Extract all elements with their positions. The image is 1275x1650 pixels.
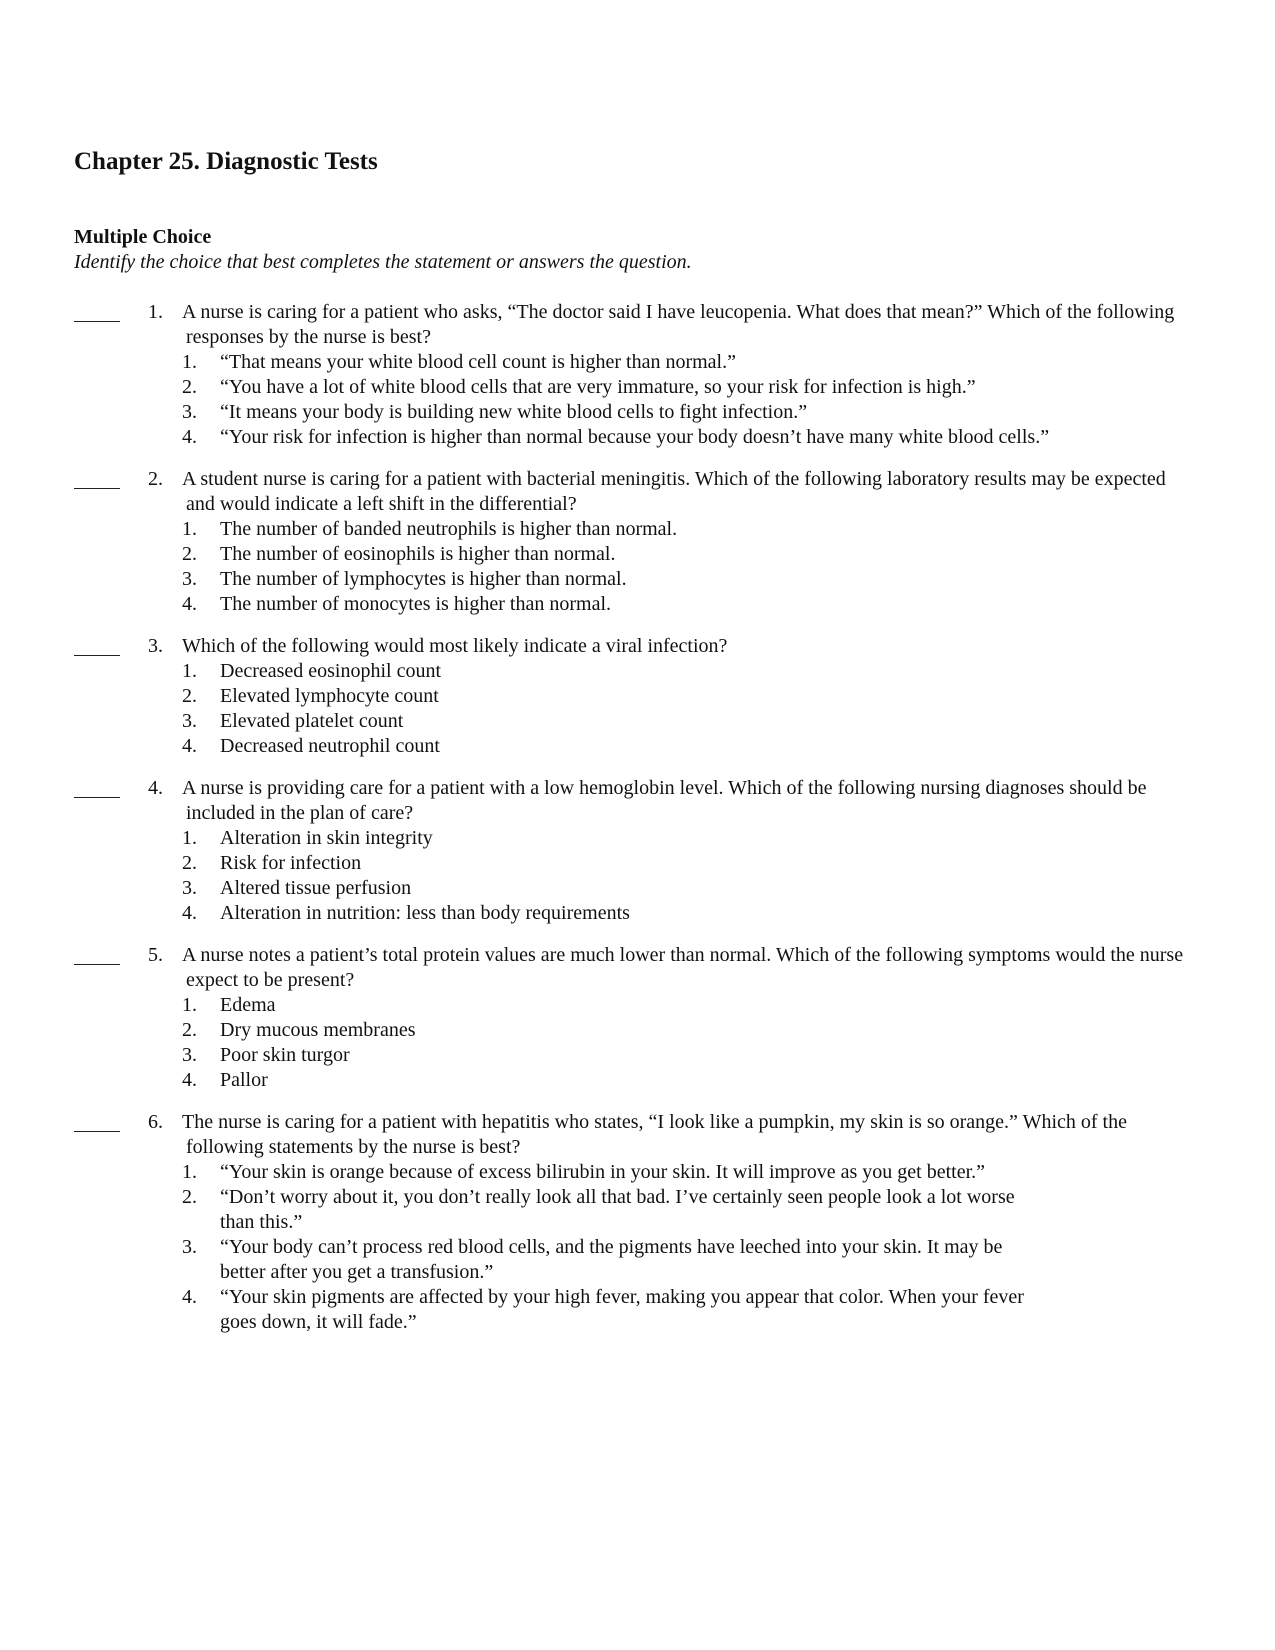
choice-3 xyxy=(182,400,1050,425)
choice-text: “Your risk for infection is higher than normal because your body doesn’t have many white blood cells.” xyxy=(220,426,1050,448)
choice-3 xyxy=(182,567,1050,592)
choice-list xyxy=(0,659,1275,759)
choice-text: Pallor xyxy=(220,1069,268,1091)
choice-number: 4. xyxy=(182,1069,197,1091)
choice-text: Alteration in skin integrity xyxy=(220,827,433,849)
choice-1 xyxy=(182,517,1050,542)
choice-3 xyxy=(182,1235,1050,1285)
choice-list xyxy=(0,350,1275,450)
choice-list xyxy=(0,517,1275,617)
choice-number: 2. xyxy=(182,376,197,398)
choice-text: “Your skin is orange because of excess bilirubin in your skin. It will improve as you get better.” xyxy=(220,1161,986,1183)
choice-4 xyxy=(182,1285,1050,1335)
choice-list xyxy=(0,826,1275,926)
choice-number: 3. xyxy=(182,877,197,899)
choice-number: 1. xyxy=(182,994,197,1016)
choice-number: 2. xyxy=(182,1019,197,1041)
choice-2 xyxy=(182,542,1050,567)
choice-number: 1. xyxy=(182,1161,197,1183)
choice-number: 1. xyxy=(182,351,197,373)
choice-text: Alteration in nutrition: less than body requirements xyxy=(220,902,630,924)
question-number: 1. xyxy=(148,301,163,323)
choice-text: “You have a lot of white blood cells that are very immature, so your risk for infection is high.” xyxy=(220,376,976,398)
chapter-title: Chapter 25. Diagnostic Tests xyxy=(74,148,378,175)
choice-list xyxy=(0,1160,1275,1335)
question-4 xyxy=(0,776,1275,926)
answer-blank[interactable] xyxy=(74,471,120,489)
answer-blank[interactable] xyxy=(74,780,120,798)
choice-text: Decreased neutrophil count xyxy=(220,735,440,757)
choice-number: 2. xyxy=(182,685,197,707)
choice-4 xyxy=(182,425,1050,450)
choice-number: 2. xyxy=(182,543,197,565)
answer-blank[interactable] xyxy=(74,304,120,322)
choice-text: The number of eosinophils is higher than normal. xyxy=(220,543,616,565)
choice-2 xyxy=(182,375,1050,400)
choice-number: 1. xyxy=(182,660,197,682)
choice-text: Edema xyxy=(220,994,276,1016)
choice-text: “It means your body is building new white blood cells to fight infection.” xyxy=(220,401,808,423)
choice-number: 4. xyxy=(182,1286,197,1308)
choice-number: 3. xyxy=(182,710,197,732)
choice-text: The number of monocytes is higher than normal. xyxy=(220,593,612,615)
choice-2 xyxy=(182,1018,1050,1043)
choice-number: 3. xyxy=(182,1236,197,1258)
choice-text: Dry mucous membranes xyxy=(220,1019,416,1041)
choice-text: “Your skin pigments are affected by your high fever, making you appear that color. When your fever goes down, it will fade.” xyxy=(220,1286,1024,1333)
question-stem: A nurse is providing care for a patient with a low hemoglobin level. Which of the following nursing diagnoses should be included in the plan of care? xyxy=(182,777,1147,824)
choice-text: Elevated lymphocyte count xyxy=(220,685,439,707)
choice-text: Risk for infection xyxy=(220,852,362,874)
choice-3 xyxy=(182,1043,1050,1068)
question-stem: The nurse is caring for a patient with hepatitis who states, “I look like a pumpkin, my skin is so orange.” Which of the following statements by the nurse is best? xyxy=(182,1111,1127,1158)
choice-number: 2. xyxy=(182,852,197,874)
question-list xyxy=(0,300,1275,1352)
question-stem: A nurse is caring for a patient who asks, “The doctor said I have leucopenia. What does that mean?” Which of the following responses by the nurse is best? xyxy=(182,301,1175,348)
choice-number: 3. xyxy=(182,401,197,423)
choice-number: 4. xyxy=(182,735,197,757)
section-title: Multiple Choice xyxy=(74,226,212,248)
question-3 xyxy=(0,634,1275,759)
choice-number: 4. xyxy=(182,902,197,924)
choice-text: “Don’t worry about it, you don’t really look all that bad. I’ve certainly seen people look a lot worse than this.” xyxy=(220,1186,1015,1233)
choice-number: 1. xyxy=(182,827,197,849)
choice-4 xyxy=(182,592,1050,617)
answer-blank[interactable] xyxy=(74,1114,120,1132)
choice-text: Altered tissue perfusion xyxy=(220,877,412,899)
choice-text: The number of banded neutrophils is higher than normal. xyxy=(220,518,678,540)
question-2 xyxy=(0,467,1275,617)
choice-2 xyxy=(182,851,1050,876)
choice-text: “That means your white blood cell count is higher than normal.” xyxy=(220,351,736,373)
choice-text: Decreased eosinophil count xyxy=(220,660,442,682)
choice-number: 4. xyxy=(182,426,197,448)
choice-1 xyxy=(182,826,1050,851)
choice-text: Elevated platelet count xyxy=(220,710,404,732)
choice-text: “Your body can’t process red blood cells, and the pigments have leeched into your skin. It may be better after you get a transfusion.” xyxy=(220,1236,1003,1283)
question-stem: Which of the following would most likely indicate a viral infection? xyxy=(182,635,728,657)
question-stem: A student nurse is caring for a patient with bacterial meningitis. Which of the following laboratory results may be expected and would indicate a left shift in the differential? xyxy=(182,468,1166,515)
question-number: 5. xyxy=(148,944,163,966)
question-number: 6. xyxy=(148,1111,163,1133)
choice-1 xyxy=(182,993,1050,1018)
choice-list xyxy=(0,993,1275,1093)
choice-number: 3. xyxy=(182,568,197,590)
choice-3 xyxy=(182,876,1050,901)
choice-4 xyxy=(182,901,1050,926)
choice-number: 1. xyxy=(182,518,197,540)
choice-4 xyxy=(182,734,1050,759)
question-stem: A nurse notes a patient’s total protein values are much lower than normal. Which of the following symptoms would the nurse expect to be present? xyxy=(182,944,1184,991)
choice-number: 4. xyxy=(182,593,197,615)
question-number: 2. xyxy=(148,468,163,490)
choice-1 xyxy=(182,1160,1050,1185)
choice-4 xyxy=(182,1068,1050,1093)
answer-blank[interactable] xyxy=(74,947,120,965)
question-1 xyxy=(0,300,1275,450)
question-6 xyxy=(0,1110,1275,1335)
question-number: 4. xyxy=(148,777,163,799)
choice-number: 3. xyxy=(182,1044,197,1066)
choice-number: 2. xyxy=(182,1186,197,1208)
choice-text: Poor skin turgor xyxy=(220,1044,350,1066)
choice-2 xyxy=(182,684,1050,709)
choice-3 xyxy=(182,709,1050,734)
choice-1 xyxy=(182,350,1050,375)
choice-2 xyxy=(182,1185,1050,1235)
answer-blank[interactable] xyxy=(74,638,120,656)
choice-1 xyxy=(182,659,1050,684)
question-number: 3. xyxy=(148,635,163,657)
question-5 xyxy=(0,943,1275,1093)
choice-text: The number of lymphocytes is higher than normal. xyxy=(220,568,627,590)
instructions: Identify the choice that best completes the statement or answers the question. xyxy=(74,251,692,273)
